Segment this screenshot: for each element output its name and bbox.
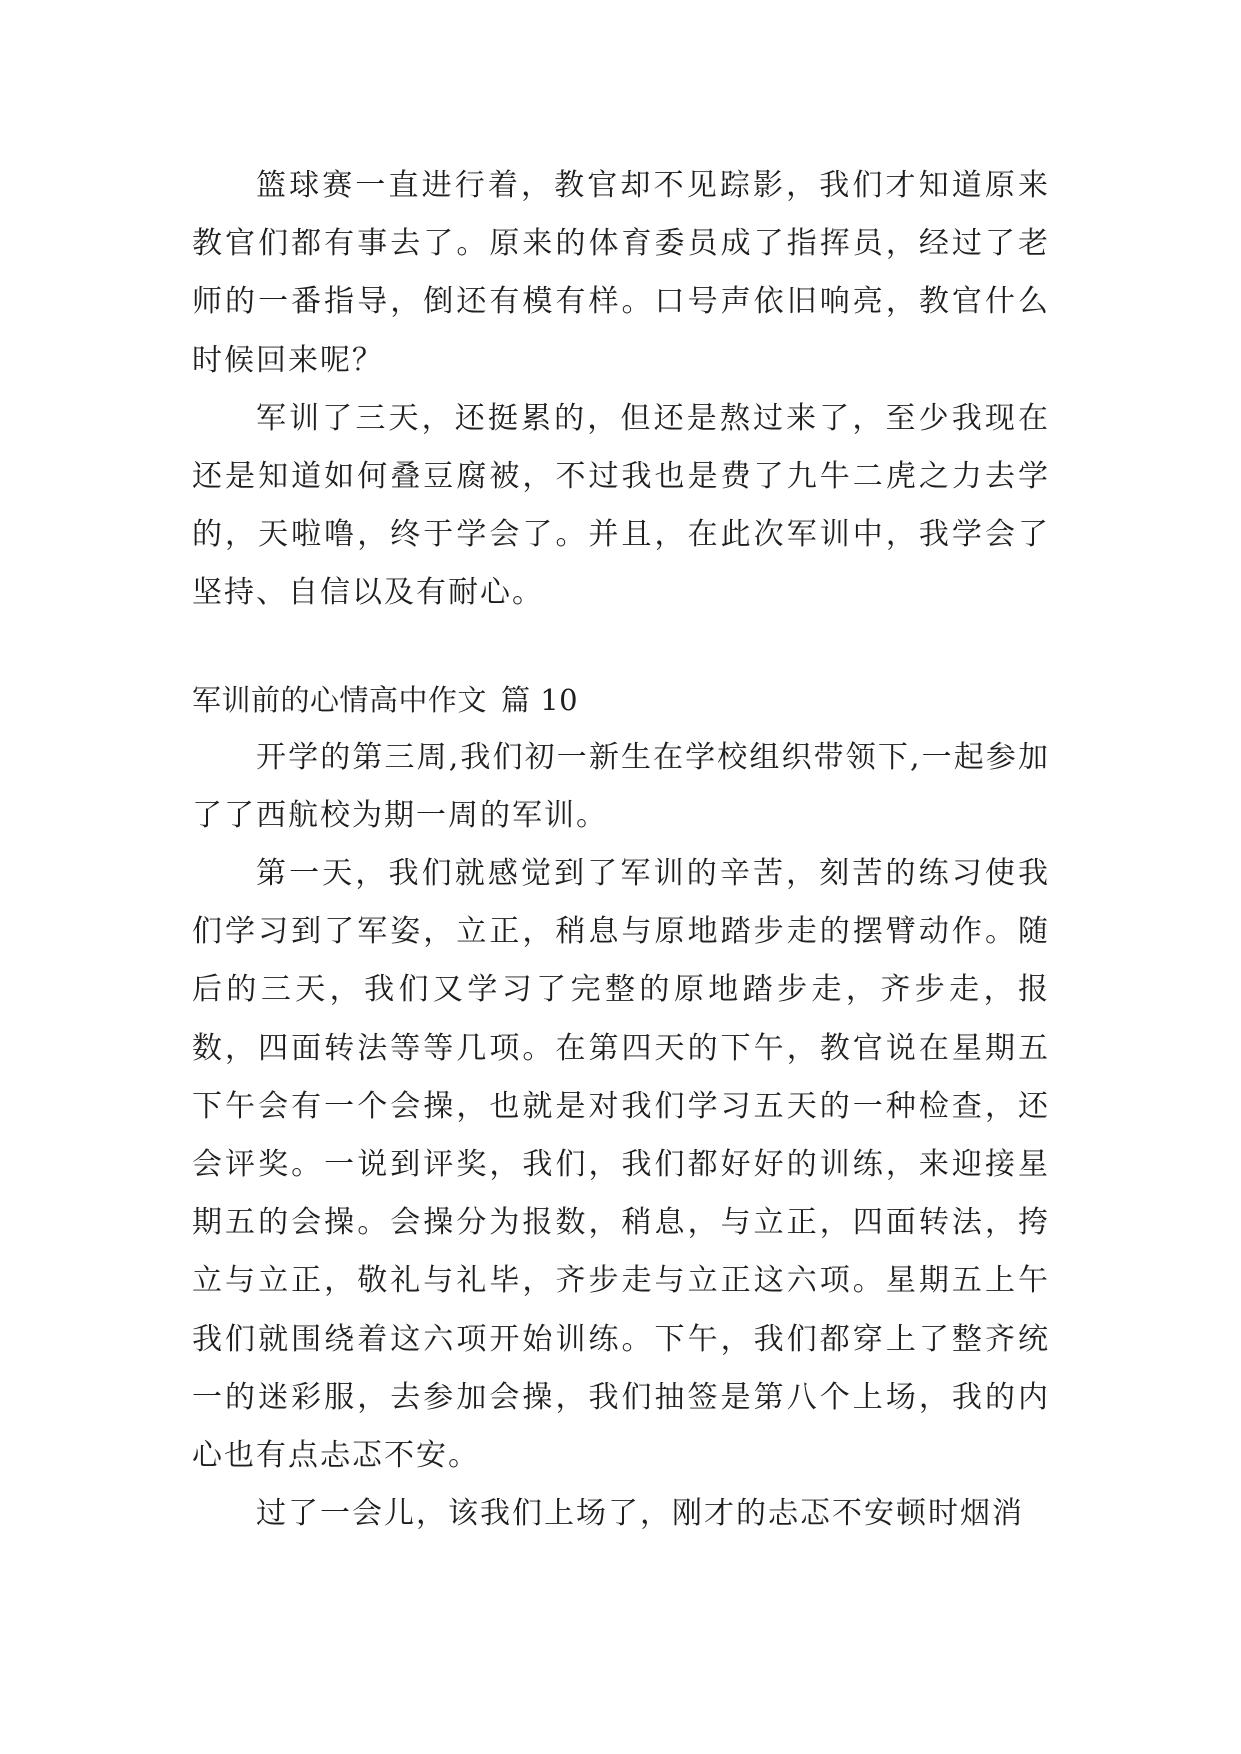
document-body bbox=[192, 157, 1050, 1543]
section-heading bbox=[192, 671, 1050, 729]
paragraph-on-stage: 过了一会儿，该我们上场了，刚才的忐忑不安顿时烟消 bbox=[256, 1496, 1024, 1532]
section-heading-number: 篇 10 bbox=[501, 682, 579, 717]
paragraph-third-week: 开学的第三周,我们初一新生在学校组织带领下,一起参加了了西航校为期一周的军训。 bbox=[192, 739, 1050, 833]
paragraph-three-days: 军训了三天，还挺累的，但还是熬过来了，至少我现在还是知道如何叠豆腐被，不过我也是费了九牛二虎之力去学的，天啦噜，终于学会了。并且，在此次军训中，我学会了坚持、自信以及有耐心。 bbox=[192, 400, 1050, 611]
section-heading-title: 军训前的心情高中作文 bbox=[192, 682, 488, 717]
paragraph-first-day: 第一天，我们就感觉到了军训的辛苦，刻苦的练习使我们学习到了军姿，立正，稍息与原地踏步走的摆臂动作。随后的三天，我们又学习了完整的原地踏步走，齐步走，报数，四面转法等等几项。在第四天的下午，教官说在星期五下午会有一个会操，也就是对我们学习五天的一种检查，还会评奖。一说到评奖，我们，我们都好好的训练，来迎接星期五的会操。会操分为报数，稍息，与立正，四面转法，挎立与立正，敬礼与礼毕，齐步走与立正这六项。星期五上午我们就围绕着这六项开始训练。下午，我们都穿上了整齐统一的迷彩服，去参加会操，我们抽签是第八个上场，我的内心也有点忐忑不安。 bbox=[192, 856, 1050, 1474]
paragraph-basketball: 篮球赛一直进行着，教官却不见踪影，我们才知道原来教官们都有事去了。原来的体育委员成了指挥员，经过了老师的一番指导，倒还有模有样。口号声依旧响亮，教官什么时候回来呢？ bbox=[192, 168, 1050, 378]
